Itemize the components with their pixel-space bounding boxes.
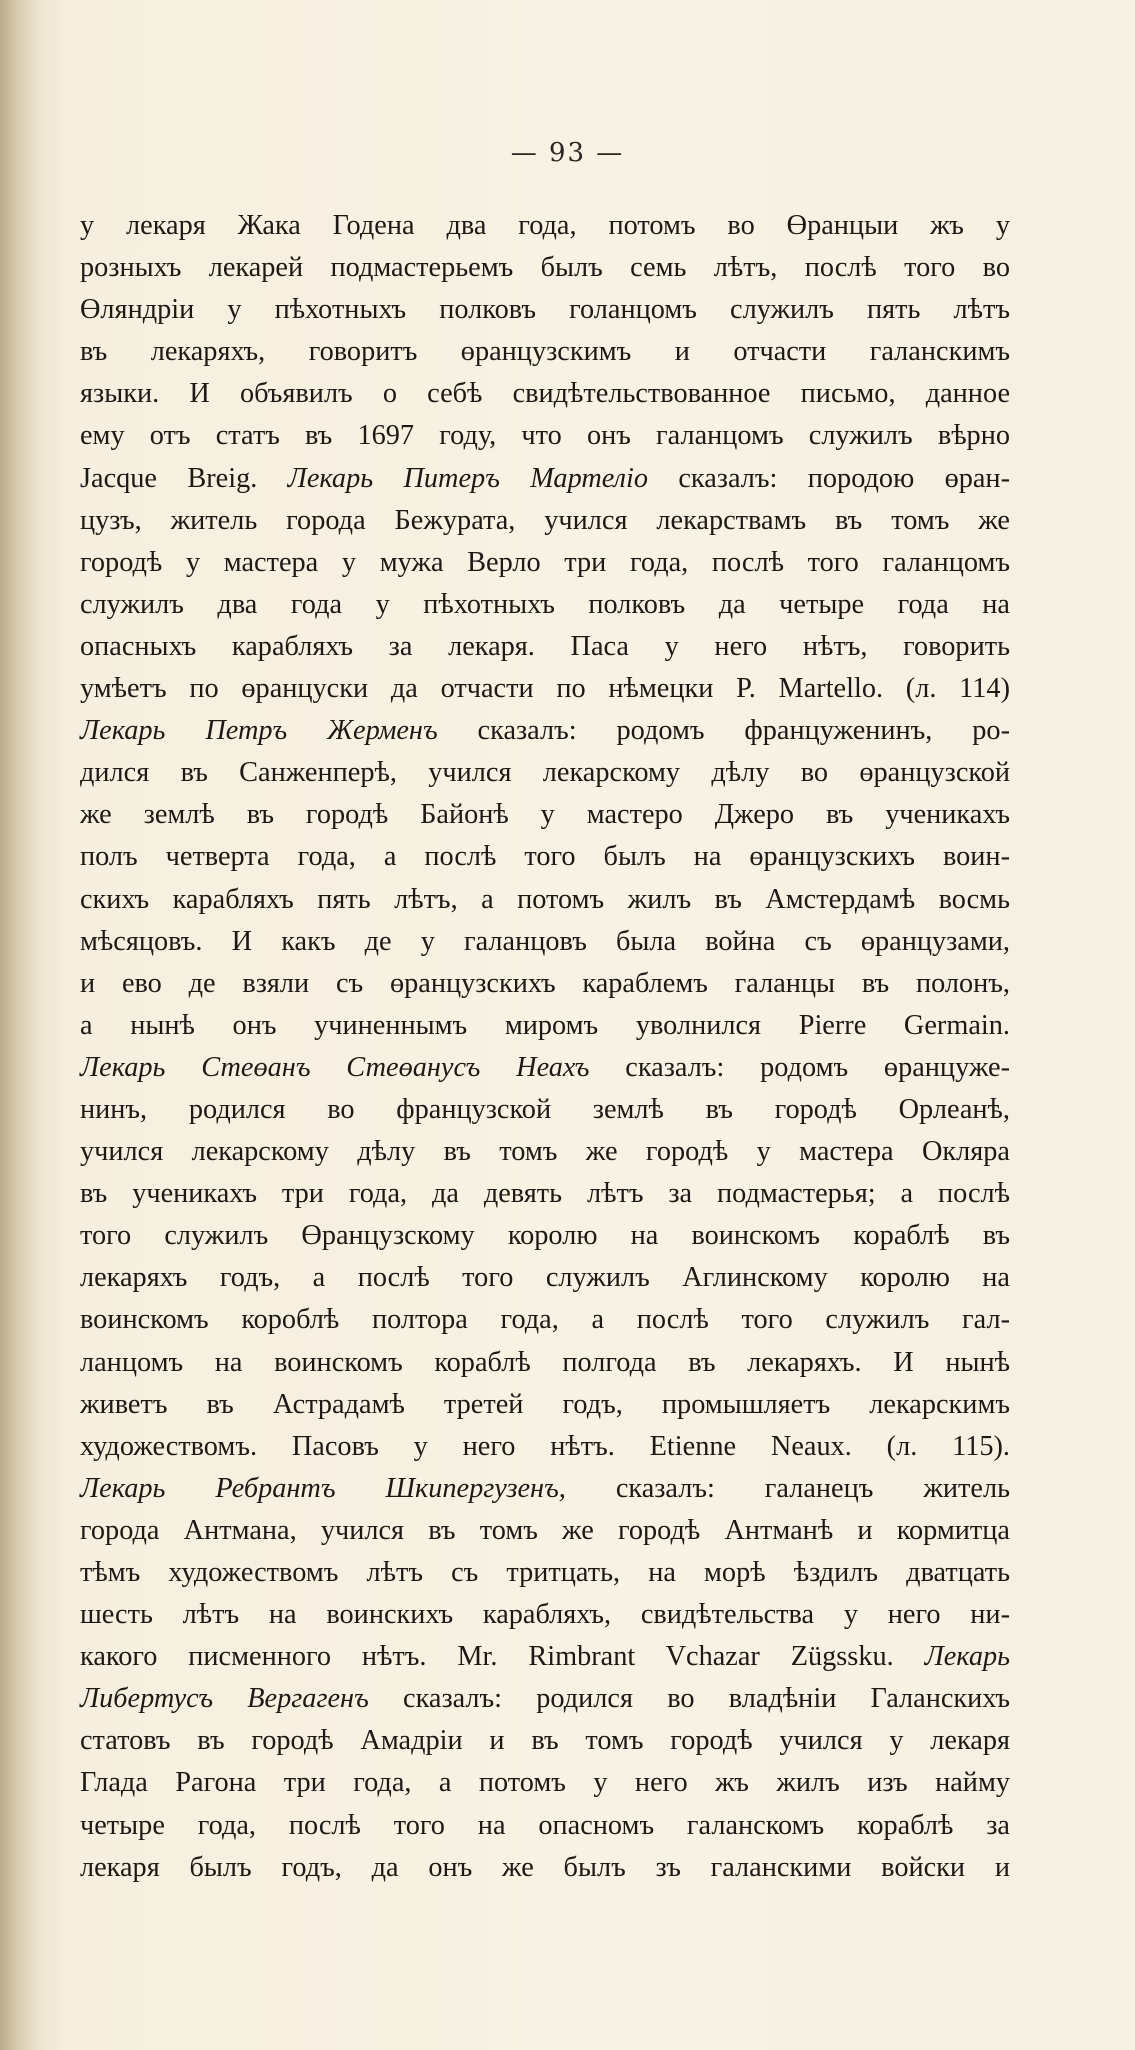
line-text-segment: сказалъ: родомъ француженинъ, ро- — [437, 715, 1010, 747]
text-line — [80, 1678, 1010, 1720]
text-line: въ лекаряхъ, говоритъ өранцузскимъ и отчасти галанскимъ — [80, 336, 1010, 368]
text-line: учился лекарскому дѣлу въ томъ же городѣ у мастера Окляра — [80, 1136, 1010, 1168]
italic-heading: Лекарь Стеөанъ Стеөанусъ Неахъ — [80, 1051, 590, 1083]
text-line: четыре года, послѣ того на опасномъ галанскомъ кораблѣ за — [80, 1809, 1010, 1841]
italic-heading: Лекарь Петръ Жерменъ — [80, 715, 438, 747]
text-line: у лекаря Жака Годена два года, потомъ во Өранцыи жъ у — [80, 210, 1010, 241]
text-line — [80, 1636, 1010, 1678]
text-line: шесть лѣтъ на воинскихъ карабляхъ, свидѣтельства у него ни- — [80, 1599, 1010, 1631]
text-line: а нынѣ онъ учиненнымъ миромъ уволнился Pierre Germain. — [80, 1009, 1010, 1041]
text-line: художествомъ. Пасовъ у него нѣтъ. Etienne Neaux. (л. 115). — [80, 1430, 1010, 1462]
text-line: того служилъ Өранцузскому королю на воинскомъ кораблѣ въ — [80, 1220, 1010, 1252]
text-line: полъ четверта года, а послѣ того былъ на өранцузскихъ воин- — [80, 841, 1010, 873]
text-line: нинъ, родился во французской землѣ въ городѣ Орлеанѣ, — [80, 1093, 1010, 1125]
text-line: опасныхъ карабляхъ за лекаря. Паса у него нѣтъ, говорить — [80, 630, 1010, 662]
text-line: умѣетъ по өранцуски да отчасти по нѣмецки P. Martello. (л. 114) — [80, 673, 1010, 705]
text-line: городѣ у мастера у мужа Верло три года, послѣ того галанцомъ — [80, 546, 1010, 578]
line-text-segment: сказалъ: родился во владѣніи Галанскихъ — [368, 1683, 1010, 1715]
text-line: города Антмана, учился въ томъ же городѣ Антманѣ и кормитца — [80, 1514, 1010, 1546]
italic-heading: Лекарь Питеръ Мартеліо — [287, 462, 648, 494]
text-line: дился въ Санженперѣ, учился лекарскому дѣлу во өранцузской — [80, 757, 1010, 789]
text-line: воинскомъ короблѣ полтора года, а послѣ того служилъ гал- — [80, 1304, 1010, 1336]
text-line — [80, 710, 1010, 752]
text-line: живетъ въ Астрадамѣ третей годъ, промышляетъ лекарскимъ — [80, 1388, 1010, 1420]
text-line: лекаря былъ годъ, да онъ же былъ зъ галанскими войски и — [80, 1851, 1010, 1883]
italic-heading: Либертусъ Вергагенъ — [80, 1683, 369, 1715]
line-text-segment: сказалъ: породою өран- — [647, 462, 1010, 494]
text-line: ему отъ статъ въ 1697 году, что онъ галанцомъ служилъ вѣрно — [80, 420, 1010, 452]
text-line — [80, 1468, 1010, 1510]
text-line: скихъ карабляхъ пять лѣтъ, а потомъ жилъ въ Амстердамѣ восмь — [80, 883, 1010, 915]
line-text-segment: какого писменного нѣтъ. Mr. Rimbrant Vchazar Zügssku. — [80, 1641, 925, 1673]
text-line: статовъ въ городѣ Амадріи и въ томъ городѣ учился у лекаря — [80, 1725, 1010, 1757]
text-line: въ ученикахъ три года, да девять лѣтъ за подмастерья; а послѣ — [80, 1178, 1010, 1210]
text-line: Өляндріи у пѣхотныхъ полковъ голанцомъ служилъ пять лѣтъ — [80, 294, 1010, 326]
text-line: языки. И объявилъ о себѣ свидѣтельствованное письмо, данное — [80, 378, 1010, 410]
text-line: и ево де взяли съ өранцузскихъ караблемъ галанцы въ полонъ, — [80, 967, 1010, 999]
text-line: тѣмъ художествомъ лѣтъ съ тритцать, на морѣ ѣздилъ дватцать — [80, 1557, 1010, 1588]
text-line: Глада Рагона три года, а потомъ у него жъ жилъ изъ найму — [80, 1767, 1010, 1799]
text-line — [80, 1047, 1010, 1089]
text-line: мѣсяцовъ. И какъ де у галанцовъ была война съ өранцузами, — [80, 925, 1010, 957]
text-line: служилъ два года у пѣхотныхъ полковъ да четыре года на — [80, 588, 1010, 620]
italic-heading: Лекарь Ребрантъ Шкипергузенъ, — [80, 1472, 566, 1504]
text-line: ланцомъ на воинскомъ кораблѣ полгода въ лекаряхъ. И нынѣ — [80, 1346, 1010, 1378]
text-line: розныхъ лекарей подмастерьемъ былъ семь лѣтъ, послѣ того во — [80, 252, 1010, 284]
page-number: — 93 — — [510, 138, 625, 168]
text-line — [80, 458, 1010, 500]
body-text — [80, 205, 1010, 1889]
text-line: лекаряхъ годъ, а послѣ того служилъ Аглинскому королю на — [80, 1262, 1010, 1294]
line-text-segment: Jacque Breig. — [80, 462, 288, 494]
text-line: же землѣ въ городѣ Байонѣ у мастеро Джеро въ ученикахъ — [80, 799, 1010, 831]
line-text-segment: сказалъ: галанецъ житель — [565, 1472, 1010, 1504]
line-text-segment: сказалъ: родомъ өранцуже- — [589, 1051, 1011, 1083]
text-line: цузъ, житель города Бежурата, учился лекарствамъ въ томъ же — [80, 504, 1010, 536]
italic-heading: Лекарь — [924, 1641, 1010, 1673]
